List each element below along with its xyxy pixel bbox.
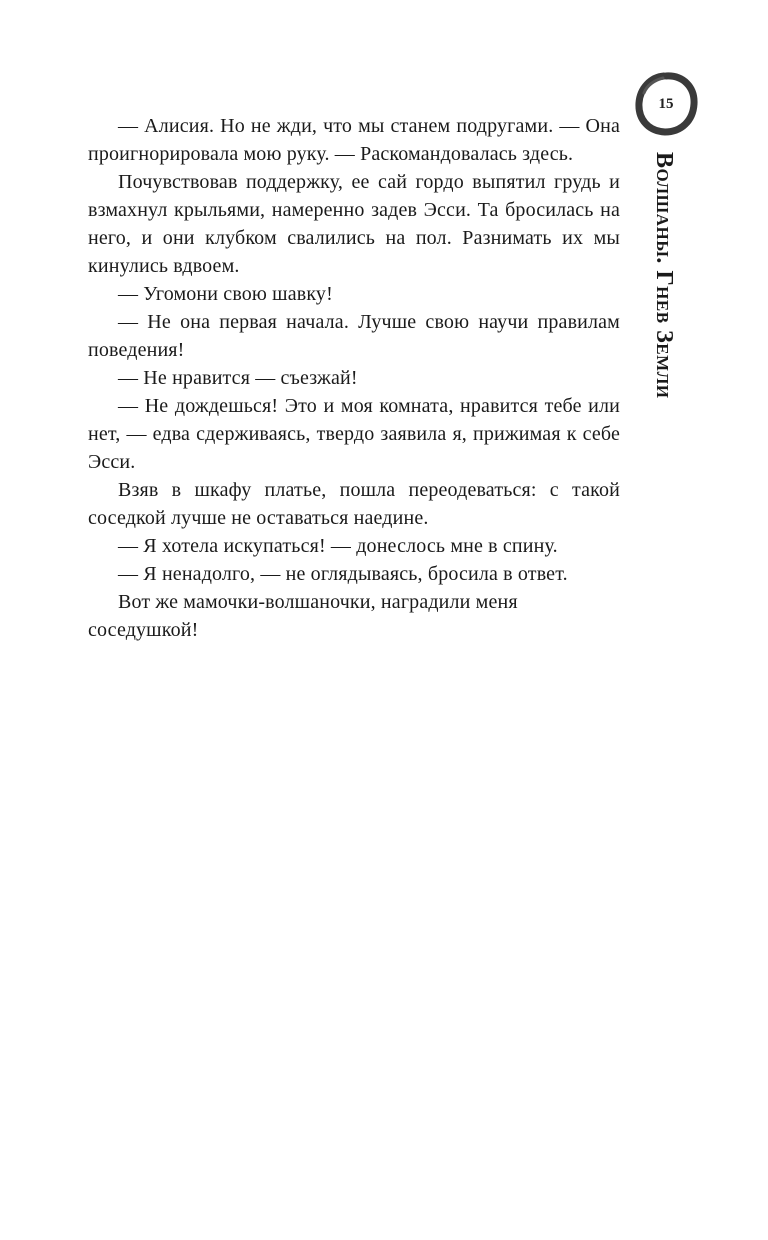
paragraph: — Я ненадолго, — не оглядываясь, бросила в ответ. bbox=[118, 563, 568, 585]
paragraph: Вот же мамочки-волшаночки, наградили меня соседушкой! bbox=[88, 591, 518, 641]
paragraph: — Не нравится — съезжай! bbox=[118, 367, 358, 389]
paragraph: Взяв в шкафу платье, пошла переодеваться: с такой соседкой лучше не оставаться наедине. bbox=[88, 479, 620, 529]
paragraph: — Угомони свою шавку! bbox=[118, 283, 333, 305]
paragraph: — Не она первая начала. Лучше свою научи правилам поведения! bbox=[88, 311, 620, 361]
paragraph: — Я хотела искупаться! — донеслось мне в спину. bbox=[118, 535, 558, 557]
page-number: 15 bbox=[658, 96, 674, 112]
paragraph: — Алисия. Но не жди, что мы станем подругами. — Она проигнорировала мою руку. — Раскомандовалась здесь. bbox=[88, 115, 620, 165]
paragraph: — Не дождешься! Это и моя комната, нравится тебе или нет, — едва сдерживаясь, твердо заявила я, прижимая к себе Эсси. bbox=[88, 395, 620, 473]
paragraph: Почувствовав поддержку, ее сай гордо выпятил грудь и взмахнул крыльями, намеренно задев Эсси. Та бросилась на него, и они клубком свалились на пол. Разнимать их мы кинулись вдвоем. bbox=[88, 171, 620, 277]
running-head: Волшаны. Гнев Земли bbox=[651, 152, 677, 399]
body-text bbox=[88, 112, 620, 644]
